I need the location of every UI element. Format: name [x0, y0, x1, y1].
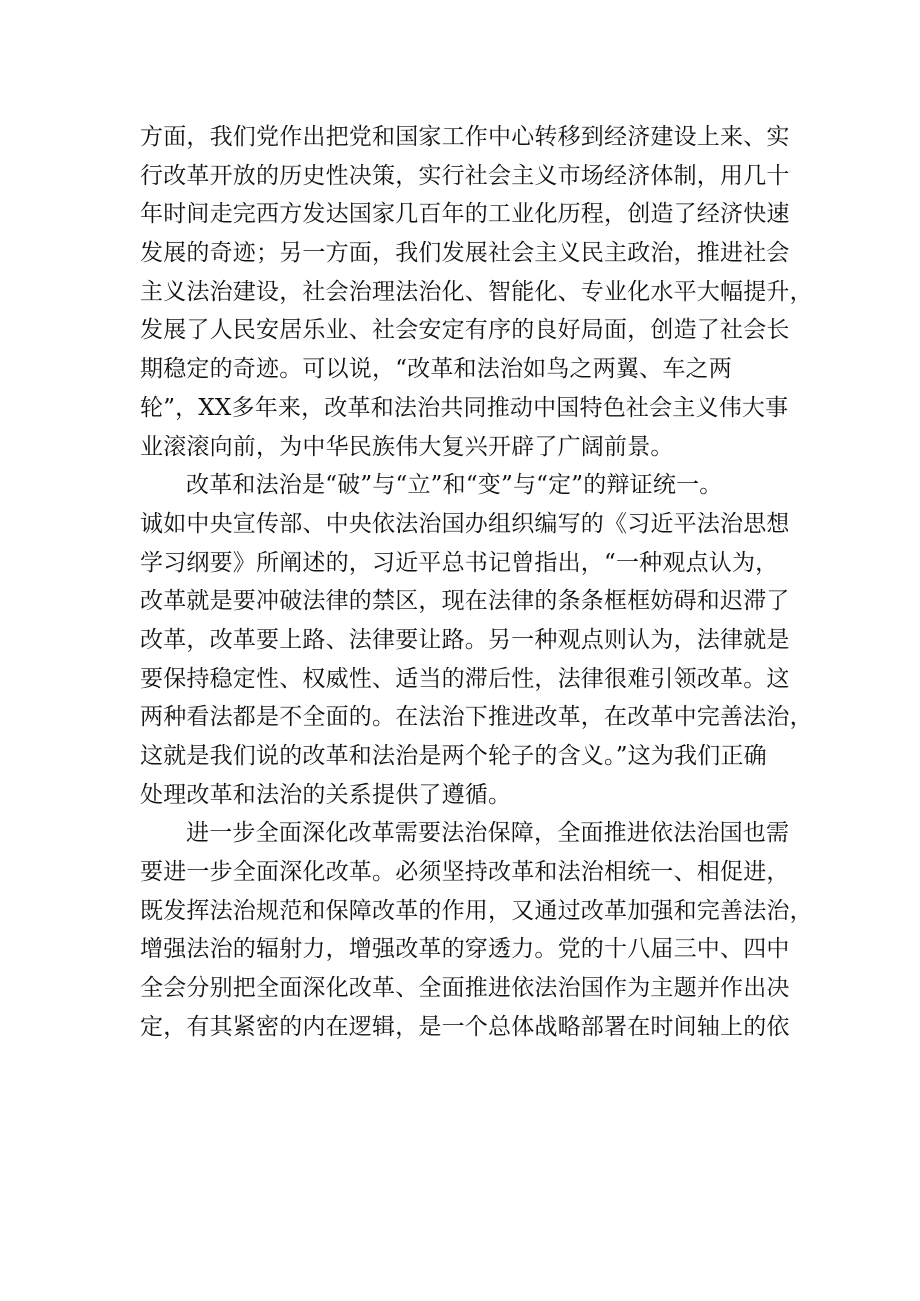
document-body [140, 118, 813, 1047]
text-line: 要进一步全面深化改革。必须坚持改革和法治相统一、相促进， [140, 859, 790, 886]
paragraph-start-line: 进一步全面深化改革需要法治保障，全面推进依法治国也需 [186, 820, 790, 847]
text-line: 诚如中央宣传部、中央依法治国办组织编写的《习近平法治思想 [140, 510, 790, 537]
text-line: 发展的奇迹；另一方面，我们发展社会主义民主政治，推进社会 [140, 240, 790, 267]
text-line: 年时间走完西方发达国家几百年的工业化历程，创造了经济快速 [140, 201, 790, 228]
text-line: 改革，改革要上路、法律要让路。另一种观点则认为，法律就是 [140, 626, 790, 653]
text-line: 定，有其紧密的内在逻辑，是一个总体战略部署在时间轴上的依 [140, 1013, 790, 1040]
text-line: 全会分别把全面深化改革、全面推进依法治国作为主题并作出决 [140, 975, 790, 1002]
text-line: 处理改革和法治的关系提供了遵循。 [140, 781, 512, 808]
text-line: 学习纲要》所阐述的，习近平总书记曾指出，“一种观点认为， [140, 549, 779, 576]
text-line: 要保持稳定性、权威性、适当的滞后性，法律很难引领改革。这 [140, 665, 790, 692]
text-line: 发展了人民安居乐业、社会安定有序的良好局面，创造了社会长 [140, 317, 790, 344]
text-line: 期稳定的奇迹。可以说，“改革和法治如鸟之两翼、车之两 [140, 356, 732, 383]
text-line: 业滚滚向前，为中华民族伟大复兴开辟了广阔前景。 [140, 433, 674, 460]
text-line: 主义法治建设，社会治理法治化、智能化、专业化水平大幅提升， [140, 278, 813, 305]
text-line: 方面，我们党作出把党和国家工作中心转移到经济建设上来、实 [140, 124, 790, 150]
text-line: 这就是我们说的改革和法治是两个轮子的含义。”这为我们正确 [140, 743, 767, 769]
text-line: 行改革开放的历史性决策，实行社会主义市场经济体制，用几十 [140, 162, 790, 189]
text-line: 增强法治的辐射力，增强改革的穿透力。党的十八届三中、四中 [140, 936, 790, 963]
paragraph-start-line: 改革和法治是“破”与“立”和“变”与“定”的辩证统一。 [186, 472, 723, 499]
text-line: 轮”，XX多年来，改革和法治共同推动中国特色社会主义伟大事 [140, 394, 789, 421]
text-line: 既发挥法治规范和保障改革的作用，又通过改革加强和完善法治， [140, 897, 813, 924]
text-line: 两种看法都是不全面的。在法治下推进改革，在改革中完善法治， [140, 704, 813, 731]
text-line: 改革就是要冲破法律的禁区，现在法律的条条框框妨碍和迟滞了 [140, 588, 790, 615]
